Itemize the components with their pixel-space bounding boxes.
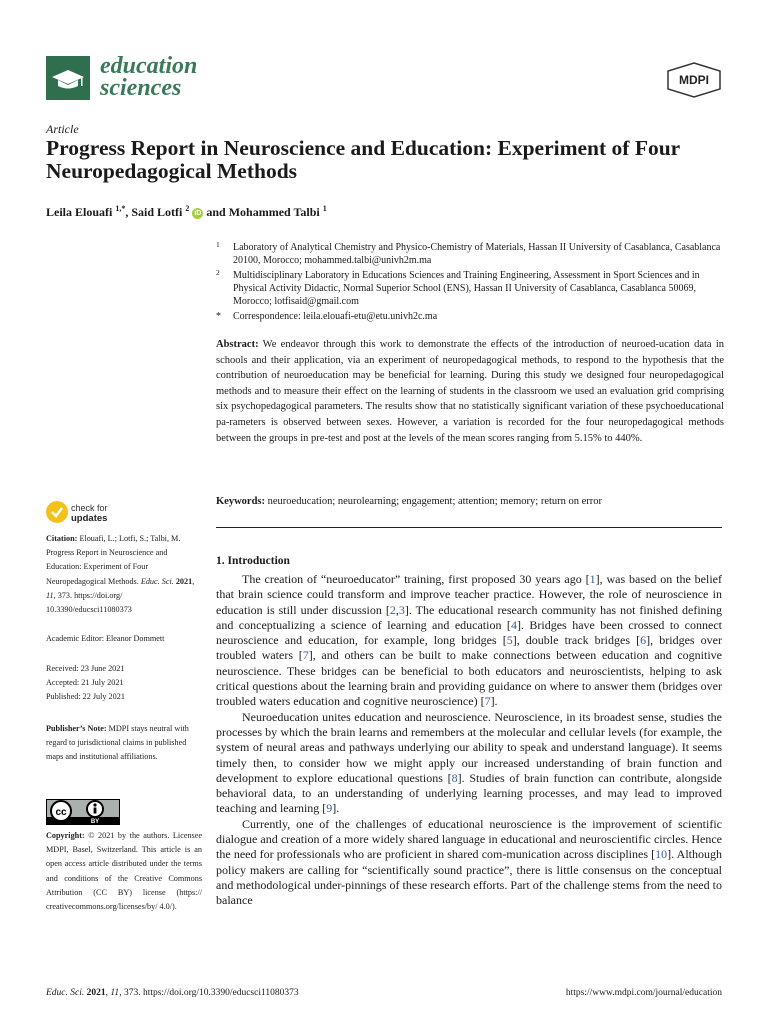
affiliations [216,241,726,325]
cfu-line2: updates [71,513,108,524]
journal-logo-icon [46,56,90,100]
text-run: ]. Although policy makers are calling for “scientifically sound practice”, there is little consensus on the conceptual and methodological under-pinnings of these research efforts. Part of the challenge stems from the need to balance [216,847,723,908]
citation-ref-link[interactable]: 9 [326,801,333,816]
paragraph [216,817,722,909]
copyright-block [46,829,202,914]
journal-name-line2: sciences [100,75,182,101]
citation-ref-link[interactable]: 1 [589,572,596,586]
text-run: ], was based on the belief that brain science could transform and improve teacher practice. However, the role of neuroscience in education is still under discussion [ [216,572,722,617]
article-type: Article [46,122,79,136]
author-name[interactable]: Leila Elouafi [46,205,113,219]
citation-ref-link[interactable]: 4 [510,617,517,632]
citation-text: Elouafi, L.; Lotfi, S.; Talbi, M. Progress Report in Neuroscience and Education: Experiment of Four Neuropedagogical Methods. [46,534,181,586]
author-name[interactable]: Mohammed Talbi [228,205,320,219]
text-run: ]. Bridges have been crossed to connect neuroscience and education, for example, long bridges [ [216,617,722,648]
page-title: Progress Report in Neuroscience and Education: Experiment of Four Neuropedagogical Methods [46,136,680,183]
affiliation-item [216,241,726,267]
correspondence-marker: * [216,311,221,322]
citation-ref-link[interactable]: 10 [655,847,668,862]
author-conjunction: and [206,205,226,219]
publisher-note-label: Publisher’s Note: [46,724,107,733]
journal-name-line1: education [100,53,198,79]
citation-ref-link[interactable]: 7 [302,648,309,663]
paragraph [216,572,722,710]
abstract-text: We endeavor through this work to demonstrate the effects of the introduction of neuroed-ucation data in schools and their application, via an experiment of neuropedagogical methods, to respond to the hypothesis that the contribution of neuroeducation may be beneficial for learning. During this study we designed four neuropedagogical methods and to measure their effect on the learning of students in the classroom we used an evaluation grid comprising six psychopedagogical parameters. The results show that no statistically significant variation of these psychoeducational pa-rameters is observed between sexes. However, a variation is recorded for the four neuropedagogical methods between the groups in pre-test and post at the levels of the mean scores ranging from 5.15% to 440%. [216,339,725,444]
date-received: Received: 23 June 2021 [46,664,125,673]
affiliation-text: Laboratory of Analytical Chemistry and Physico-Chemistry of Materials, Hassan II University of Casablanca, Casablanca 20100, Morocco; mohammed.talbi@univh2m.ma [233,242,721,266]
abstract [216,337,724,446]
footer-journal: Educ. Sci. [46,988,85,998]
correspondence [216,310,726,323]
affiliation-text: Multidisciplinary Laboratory in Educations Sciences and Training Engineering, Assessment in Sport Sciences and in Physical Activity Didactic, Normal Superior School (ENS), Hassan II University of Casablanca, Casablanca 50069, Morocco; lotfisaid@gmail.com [233,270,700,307]
citation-volume: 11 [46,590,54,600]
attribution-icon [93,803,96,806]
keywords-label: Keywords: [216,496,265,507]
author-affil-sup: 1 [322,204,327,213]
citation-year: 2021 [175,576,193,586]
abstract-label: Abstract: [216,339,259,350]
citation-journal: Educ. Sci. [140,576,174,586]
text-run: , [395,602,399,617]
footer-doi-link[interactable]: , 373. https://doi.org/10.3390/educsci11080373 [119,988,299,998]
journal-name [100,55,197,99]
citation-ref-link[interactable]: 8 [451,770,458,785]
text-run: ], double track bridges [ [512,633,641,648]
date-published: Published: 22 July 2021 [46,692,125,702]
academic-editor: Academic Editor: Eleanor Dommett [46,634,165,643]
check-for-updates-button[interactable] [46,499,166,527]
mdpi-logo-text: MDPI [679,73,709,87]
author-affil-sup: 1,* [115,204,126,213]
footer-journal-url[interactable]: https://www.mdpi.com/journal/education [565,988,722,998]
text-run: ]. Studies of brain function can contribute, alongside behavioral data, to an understanding of underlying learning processes, and may lead to improved teaching and learning [ [216,770,722,816]
mdpi-logo [666,62,722,98]
paragraph [216,710,722,817]
orcid-icon[interactable]: iD [194,210,202,217]
citation-ref-link[interactable]: 5 [506,633,513,648]
footer-year: 2021 [86,988,106,998]
citation-doi[interactable]: , 373. https://doi.org/ 10.3390/educsci11080373 [46,590,132,615]
keywords [216,494,724,509]
footer-volume: 11 [110,988,120,998]
text-run: ]. [490,694,498,709]
divider [216,527,722,528]
keywords-text: neuroeducation; neurolearning; engagement; attention; memory; return on error [267,496,603,507]
text-run: ], bridges over troubled waters [ [216,633,722,663]
author-name[interactable]: Said Lotfi [131,205,183,219]
text-run: ]. The educational research community has not finished defining and conceptualizing a science of learning and education [ [216,602,722,632]
author-affil-sup: 2 [185,204,190,213]
cc-icon: cc [55,807,67,818]
publisher-note-text: MDPI stays neutral with regard to jurisdictional claims in published maps and institutional affiliations. [46,724,189,762]
citation-ref-link[interactable]: 3 [398,602,405,617]
author-list: Leila Elouafi $^{1,*}$, Said Lotfi $^2$ iD and Mohammed Talbi $^1$ [46,204,327,219]
copyright-text: © 2021 by the authors. Licensee MDPI, Basel, Switzerland. This article is an open access article distributed under the terms and conditions of the Creative Commons Attribution (CC BY) license (https:// creativecommons.org/licenses/by/ 4.0/). [46,831,203,912]
affiliation-number: 1 [216,240,220,249]
section-heading: 1. Introduction [216,555,290,567]
text-run: Neuroeducation unites education and neuroscience. Neuroscience, in its broadest sense, studies the processes by which the brain learns and remembers at the molecular and cellular levels (for example, the system of neural areas and pathways underlying our ability to speak and understand language). It seems timely then, to consider how we might apply our increased understanding of brain function and development to explore educational questions [ [216,709,722,785]
correspondence-text: Correspondence: leila.elouafi-etu@etu.univh2c.ma [233,311,438,322]
dates-block [46,662,202,705]
citation-label: Citation: [46,534,78,543]
text-run: ]. [332,801,340,816]
affiliation-number: 2 [216,268,220,277]
cfu-line1: check for [71,503,108,513]
cc-license-badge[interactable] [46,799,120,825]
article-body [216,572,722,909]
check-for-updates-text [71,503,108,524]
citation-ref-link[interactable]: 2 [389,602,396,617]
cc-by-text: BY [90,819,100,824]
citation-ref-link[interactable]: 6 [640,633,647,648]
text-run: The creation of “neuroeducator” training, first proposed 30 years ago [ [242,572,590,586]
check-updates-icon [46,501,68,523]
text-run: ], and others can be built to make connections between education and cognitive neuroscience. These bridges can be beneficial to both educators and neuroscientists, helping to ask critical questions about the learning brain and providing guidance on where to answer them (bridges over troubled waters education and cognitive neuroscience) [ [216,648,723,709]
copyright-label: Copyright: [46,831,85,840]
citation-block: Citation: Elouafi, L.; Lotfi, S.; Talbi, M. Progress Report in Neuroscience and Education: Experiment of Four Neuropedagogical Methods. Educ. Sci. 2021, 11, 373. https://doi.org/ 10.3390/educsci11080373 [46,534,195,615]
affiliation-item [216,269,726,308]
citation-ref-link[interactable]: 7 [484,694,491,709]
date-accepted: Accepted: 21 July 2021 [46,678,124,688]
publisher-note [46,722,202,765]
text-run: Currently, one of the challenges of educational neuroscience is the improvement of scientific dialogue and creation of a more widely shared language in educational and neuroscientific circles. Hence the need for professionals who are proficient in shared com-munication across disciplines [ [216,816,722,862]
footer-citation: Educ. Sci. 2021, 11, 373. https://doi.org/10.3390/educsci11080373 [46,988,299,998]
